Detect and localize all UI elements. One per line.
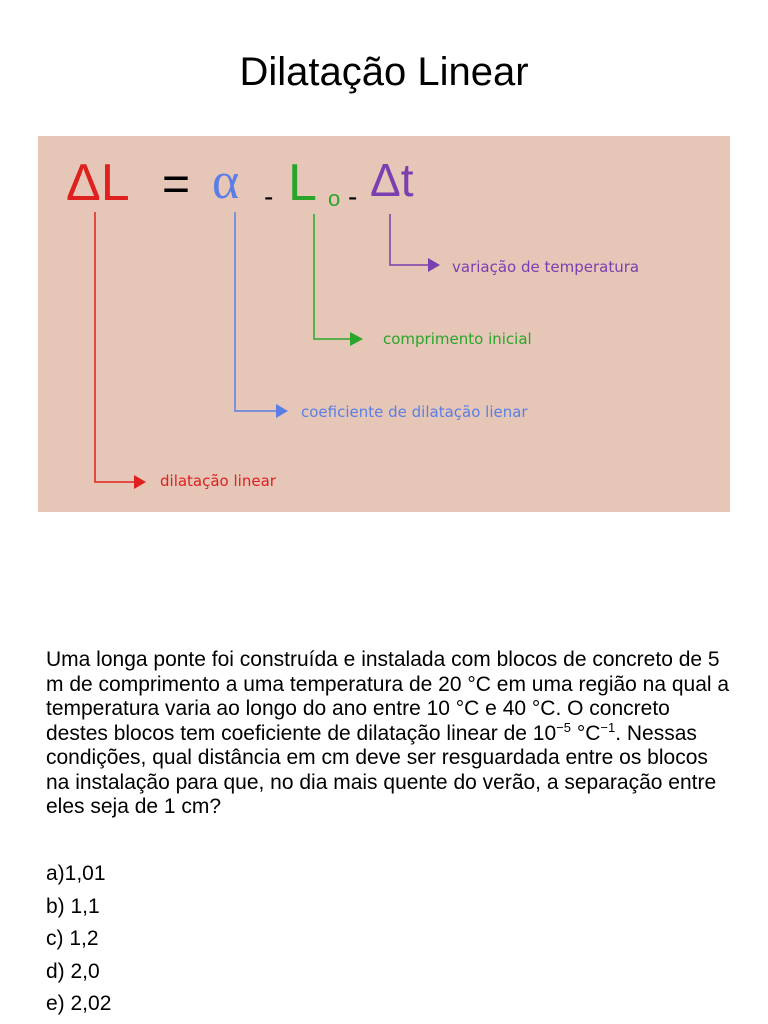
alpha-connector-line: [235, 212, 278, 411]
formula-alpha: α: [212, 153, 240, 210]
power-exponent: −5: [556, 719, 571, 735]
formula-diagram: [38, 136, 730, 512]
page-title: Dilatação Linear: [239, 50, 529, 94]
delta-l-arrow-icon: [134, 475, 146, 489]
label-delta-l: dilatação linear: [160, 472, 276, 490]
unit: °C: [570, 721, 601, 745]
delta-t-connector-line: [390, 214, 430, 265]
delta-t-arrow-icon: [428, 258, 440, 272]
question-text-start: Uma longa ponte foi construída e instalada com blocos de concreto de 5 m de comprimento a uma temperatura de 20 °C em uma região na qual a temperatura varia ao longo do ano entre 10 °C e 40 °C. O concreto destes blocos tem coeficiente de dilatação linear de 10: [46, 648, 730, 745]
formula-delta-l: ΔL: [66, 154, 130, 212]
unit-exponent: −1: [600, 719, 616, 735]
option-d[interactable]: d) 2,0: [46, 959, 100, 983]
option-a[interactable]: a)1,01: [46, 862, 106, 885]
option-e[interactable]: e) 2,02: [46, 992, 112, 1015]
answer-options: [46, 858, 111, 1021]
question-text: [46, 648, 736, 820]
formula-diagram-svg: [38, 136, 730, 512]
alpha-arrow-icon: [276, 404, 288, 418]
formula-dot-1: -: [264, 181, 274, 212]
label-l0: comprimento inicial: [383, 330, 532, 348]
formula-l: L: [288, 154, 317, 212]
formula-l-subscript: o: [328, 186, 341, 211]
formula-dot-2: -: [348, 181, 358, 212]
label-delta-t: variação de temperatura: [452, 258, 640, 276]
option-c[interactable]: c) 1,2: [46, 927, 99, 950]
formula-equals: =: [162, 158, 191, 211]
option-b[interactable]: b) 1,1: [46, 894, 100, 918]
question-text-end: . Nessas condições, qual distância em cm deve ser resguardada entre os blocos na instalação para que, no dia mais quente do verão, a separação entre eles seja de 1 cm?: [46, 721, 717, 818]
label-alpha: coeficiente de dilatação lienar: [301, 403, 528, 421]
formula-delta-t: Δt: [370, 154, 414, 206]
l0-connector-line: [314, 214, 352, 339]
l0-arrow-icon: [350, 332, 363, 346]
delta-l-connector-line: [95, 212, 136, 482]
